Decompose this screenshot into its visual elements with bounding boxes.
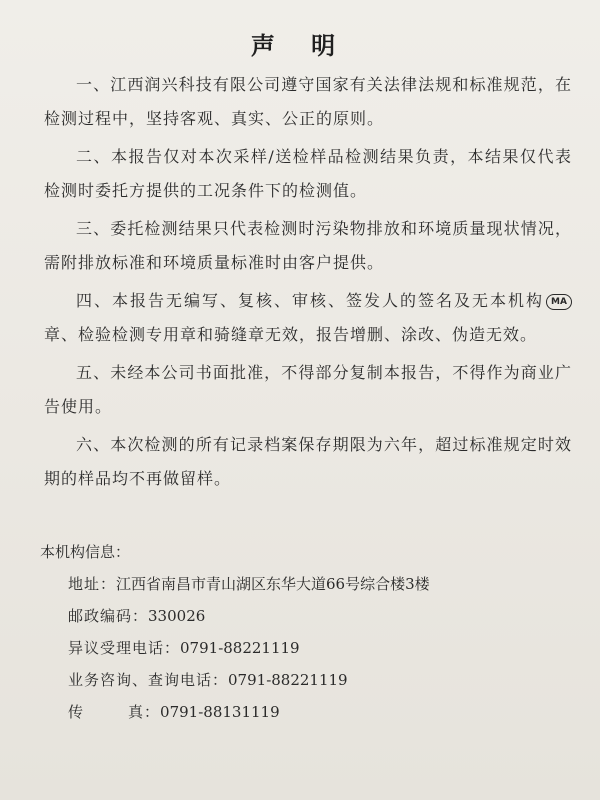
fax-label-char-2: 真： bbox=[128, 703, 161, 721]
clause-4-part-2: 章、检验检测专用章和骑缝章无效，报告增删、涂改、伪造无效。 bbox=[44, 325, 538, 344]
address-value: 江西省南昌市青山湖区东华大道66号综合楼3楼 bbox=[116, 575, 430, 593]
clause-5: 五、未经本公司书面批准，不得部分复制本报告，不得作为商业广告使用。 bbox=[44, 363, 572, 416]
clause-1: 一、江西润兴科技有限公司遵守国家有关法律法规和标准规范，在检测过程中，坚持客观、真实、公正的原则。 bbox=[44, 75, 572, 128]
postcode-value: 330026 bbox=[148, 607, 206, 625]
business-phone-line bbox=[68, 668, 570, 692]
org-info-heading: 本机构信息： bbox=[40, 543, 131, 561]
clause-2: 二、本报告仅对本次采样/送检样品检测结果负责，本结果仅代表检测时委托方提供的工况条件下的检测值。 bbox=[44, 147, 572, 200]
postcode-label: 邮政编码： bbox=[68, 607, 149, 625]
clause-4-part-1: 四、本报告无编写、复核、审核、签发人的签名及无本机构 bbox=[76, 291, 544, 310]
organization-info bbox=[40, 540, 570, 732]
business-phone-label: 业务咨询、查询电话： bbox=[68, 671, 229, 689]
address-line bbox=[68, 572, 570, 596]
clause-6: 六、本次检测的所有记录档案保存期限为六年，超过标准规定时效期的样品均不再做留样。 bbox=[44, 435, 572, 488]
address-label: 地址： bbox=[68, 575, 117, 593]
fax-label bbox=[68, 703, 160, 721]
complaint-phone-label: 异议受理电话： bbox=[68, 639, 181, 657]
page-title: 声 明 bbox=[250, 31, 350, 60]
fax-line bbox=[68, 700, 570, 724]
complaint-phone-value: 0791-88221119 bbox=[180, 639, 300, 657]
clause-3: 三、委托检测结果只代表检测时污染物排放和环境质量现状情况，需附排放标准和环境质量标准时由客户提供。 bbox=[44, 219, 572, 272]
ma-seal-icon: MA bbox=[546, 294, 572, 310]
postcode-line bbox=[68, 604, 570, 628]
fax-label-char-1: 传 bbox=[68, 703, 85, 721]
business-phone-value: 0791-88221119 bbox=[228, 671, 348, 689]
fax-value: 0791-88131119 bbox=[160, 703, 280, 721]
declaration-clauses bbox=[44, 68, 572, 500]
complaint-phone-line bbox=[68, 636, 570, 660]
clause-4 bbox=[44, 284, 572, 352]
